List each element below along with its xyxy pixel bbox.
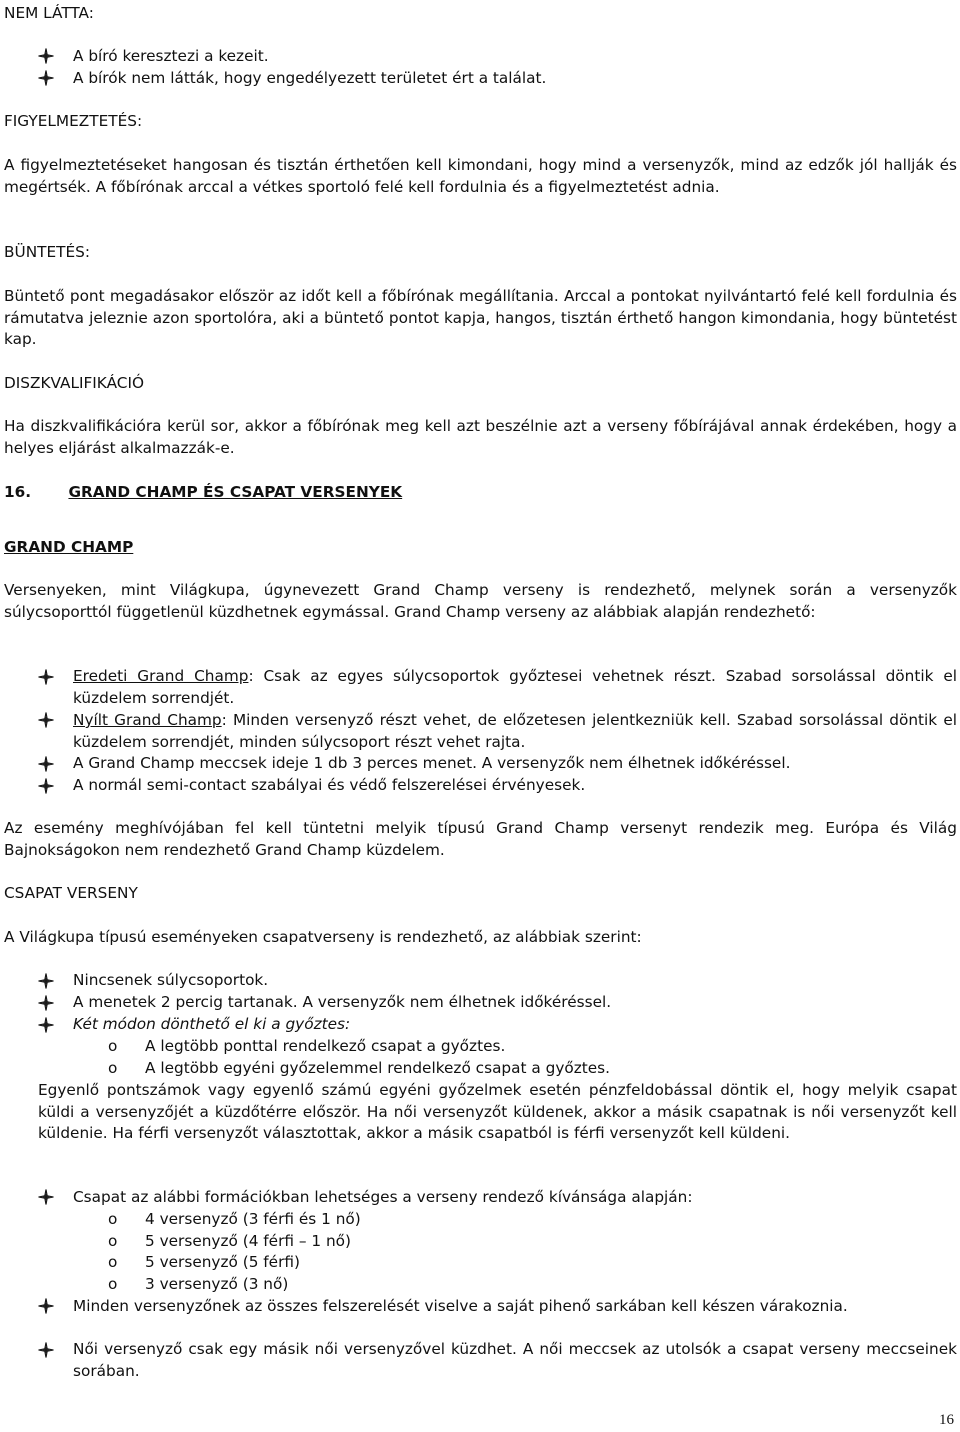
list-item: A menetek 2 percig tartanak. A versenyzők nem élhetnek időkéréssel. <box>73 993 612 1011</box>
grand-champ-note: Az esemény meghívójában fel kell tüntetni melyik típusú Grand Champ versenyt rendezik meg. Európa és Világ Bajnokságokon nem rendezhető Grand Champ küzdelem. <box>4 819 957 859</box>
nem-latta-heading: NEM LÁTTA: <box>4 4 94 22</box>
csapat-intro: A Világkupa típusú eseményeken csapatverseny is rendezhető, az alábbiak szerint: <box>4 928 642 946</box>
tie-break-paragraph: Egyenlő pontszámok vagy egyenlő számú egyéni győzelmek esetén pénzfeldobással döntik el, hogy melyik csapat küldi a versenyzőjét a küzdőtérre először. Ha női versenyzőt küldenek, akkor a másik csapatnak is női versenyzőt kell küldenie. Ha férfi versenyzőt választottak, akkor a másik csapatból is férfi versenyzőt kell küldeni. <box>38 1081 957 1143</box>
list-item: Nincsenek súlycsoportok. <box>73 971 269 989</box>
section-heading <box>4 482 957 504</box>
diamond-bullet-icon <box>38 778 54 794</box>
eredeti-grand-champ-label: Eredeti Grand Champ <box>73 667 249 685</box>
list-item: Minden versenyzőnek az összes felszerelését viselve a saját pihenő sarkában kell készen várakoznia. <box>73 1297 848 1315</box>
sub-list-item: A legtöbb ponttal rendelkező csapat a győztes. <box>145 1037 506 1055</box>
list-item: Két módon dönthető el ki a győztes: <box>73 1015 351 1033</box>
diszkvalifikacio-heading: DISZKVALIFIKÁCIÓ <box>4 374 144 392</box>
diamond-bullet-icon <box>38 1342 54 1358</box>
list-item: A bíró keresztezi a kezeit. <box>73 47 269 65</box>
formation-item: 4 versenyző (3 férfi és 1 nő) <box>145 1210 361 1228</box>
diamond-bullet-icon <box>38 48 54 64</box>
list-item: Női versenyző csak egy másik női versenyzővel küzdhet. A női meccsek az utolsók a csapat verseny meccseinek sorában. <box>73 1340 957 1380</box>
sub-bullet-marker: o <box>108 1275 118 1293</box>
sub-bullet-marker: o <box>108 1037 118 1055</box>
diamond-bullet-icon <box>38 756 54 772</box>
list-item: A Grand Champ meccsek ideje 1 db 3 perces menet. A versenyzők nem élhetnek időkéréssel. <box>73 754 791 772</box>
diamond-bullet-icon <box>38 712 54 728</box>
nyilt-grand-champ-label: Nyílt Grand Champ <box>73 711 222 729</box>
figyelmeztetes-paragraph: A figyelmeztetéseket hangosan és tisztán érthetően kell kimondani, hogy mind a versenyzők, mind az edzők jól hallják és megértsék. A főbírónak arccal a vétkes sportoló felé kell fordulnia és a figyelmeztetést adnia. <box>4 156 957 196</box>
formation-item: 5 versenyző (4 férfi – 1 nő) <box>145 1232 352 1250</box>
sub-list-item: A legtöbb egyéni győzelemmel rendelkező csapat a győztes. <box>145 1059 611 1077</box>
page-number: 16 <box>939 1412 954 1428</box>
list-item: Csapat az alábbi formációkban lehetséges a verseny rendező kívánsága alapján: <box>73 1188 693 1206</box>
section-number: 16. <box>4 483 32 501</box>
diamond-bullet-icon <box>38 1189 54 1205</box>
sub-bullet-marker: o <box>108 1210 118 1228</box>
list-item: A normál semi-contact szabályai és védő felszerelései érvényesek. <box>73 776 586 794</box>
grand-champ-intro: Versenyeken, mint Világkupa, úgynevezett Grand Champ verseny is rendezhető, melynek során a versenyzők súlycsoporttól függetlenül küzdhetnek egymással. Grand Champ verseny az alábbiak alapján rendezhető: <box>4 581 957 621</box>
grand-champ-heading: GRAND CHAMP <box>4 538 134 556</box>
diamond-bullet-icon <box>38 973 54 989</box>
diamond-bullet-icon <box>38 995 54 1011</box>
buntetes-heading: BÜNTETÉS: <box>4 243 91 261</box>
diamond-bullet-icon <box>38 1017 54 1033</box>
list-item: A bírók nem látták, hogy engedélyezett területet ért a találat. <box>73 69 547 87</box>
diamond-bullet-icon <box>38 669 54 685</box>
csapat-heading: CSAPAT VERSENY <box>4 884 138 902</box>
formation-item: 3 versenyző (3 nő) <box>145 1275 289 1293</box>
diamond-bullet-icon <box>38 70 54 86</box>
sub-bullet-marker: o <box>108 1253 118 1271</box>
diamond-bullet-icon <box>38 1298 54 1314</box>
list-item: Eredeti Grand Champ: Csak az egyes súlycsoportok győztesei vehetnek részt. Szabad sorsolással döntik el küzdelem sorrendjét. <box>73 667 957 707</box>
figyelmeztetes-heading: FIGYELMEZTETÉS: <box>4 112 143 130</box>
diszkvalifikacio-paragraph: Ha diszkvalifikációra kerül sor, akkor a főbírónak meg kell azt beszélnie azt a verseny főbírájával annak érdekében, hogy a helyes eljárást alkalmazzák-e. <box>4 417 957 457</box>
sub-bullet-marker: o <box>108 1059 118 1077</box>
list-item: Nyílt Grand Champ: Minden versenyző részt vehet, de előzetesen jelentkezniük kell. Szabad sorsolással döntik el küzdelem sorrendjét, minden súlycsoport részt vehet rajta. <box>73 711 957 751</box>
formation-item: 5 versenyző (5 férfi) <box>145 1253 300 1271</box>
buntetes-paragraph: Büntető pont megadásakor először az időt kell a főbírónak megállítania. Arccal a pontokat nyilvántartó felé kell fordulnia és rámutatva jeleznie azon sportolóra, aki a büntető pontot kapja, hangos, tisztán érthető hangon kimondania, hogy büntetést kap. <box>4 287 957 349</box>
sub-bullet-marker: o <box>108 1232 118 1250</box>
section-title: GRAND CHAMP ÉS CSAPAT VERSENYEK <box>68 483 403 501</box>
